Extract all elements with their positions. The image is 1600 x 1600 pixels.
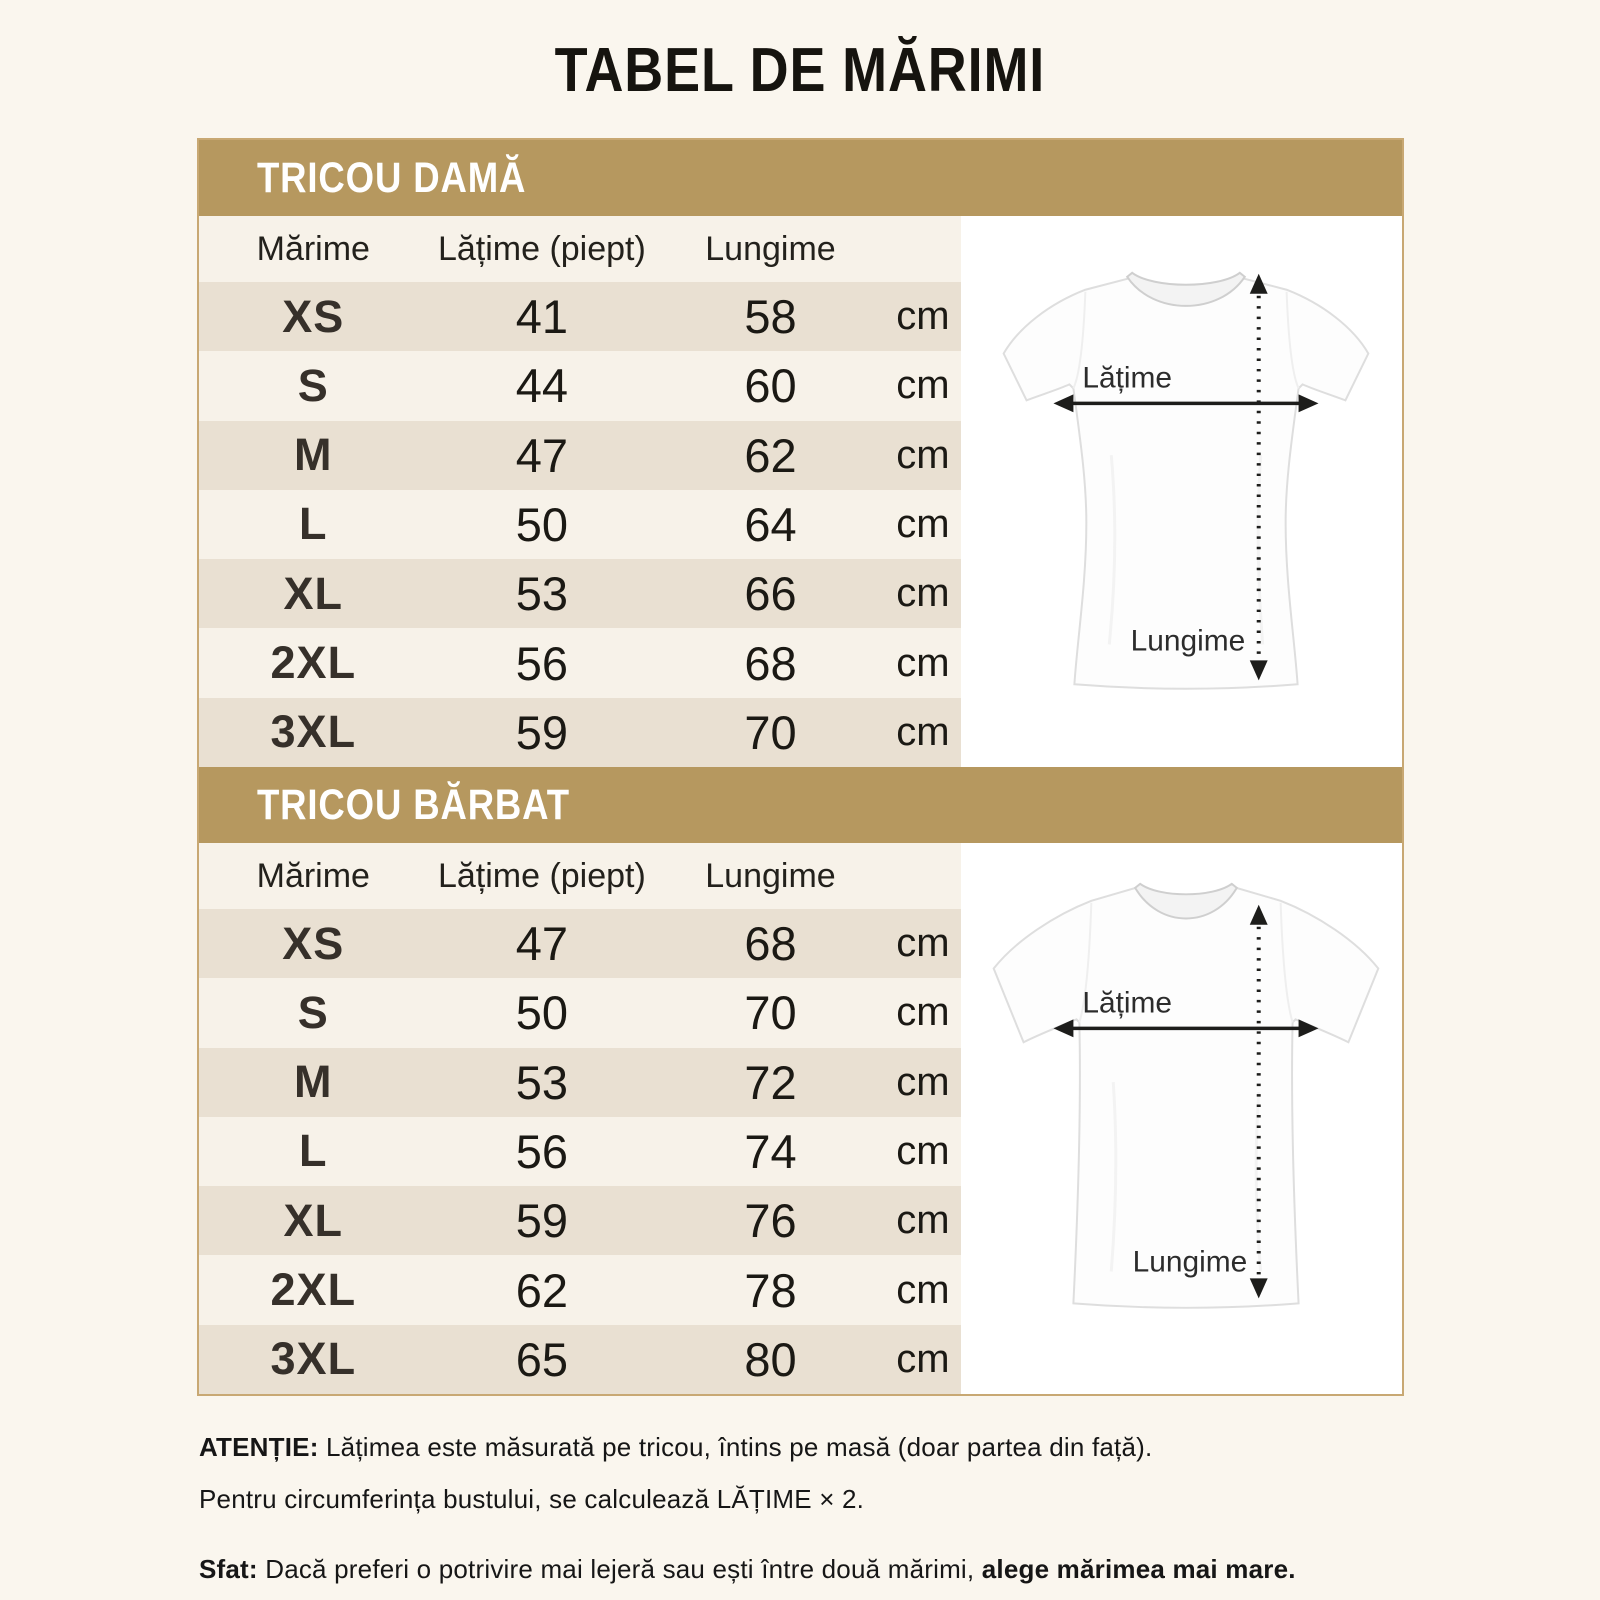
size-cell: 2XL — [270, 637, 357, 689]
size-table-men — [199, 843, 961, 1394]
section-women — [199, 140, 1402, 767]
size-cell: 3XL — [270, 1333, 357, 1385]
size-cell: XS — [282, 290, 345, 342]
size-table-women — [199, 216, 961, 767]
unit-cell: cm — [896, 1128, 950, 1173]
length-value-cell: 62 — [744, 428, 797, 482]
length-value-cell: 74 — [744, 1124, 797, 1178]
width-value-cell: 56 — [515, 636, 569, 690]
size-cell: M — [294, 429, 333, 481]
width-value-cell: 53 — [515, 1055, 569, 1109]
table-row — [199, 628, 961, 697]
width-value-cell: 62 — [515, 1263, 569, 1317]
table-row — [199, 1255, 961, 1324]
unit-cell: cm — [896, 1336, 950, 1381]
width-value-cell: 41 — [515, 290, 569, 344]
length-label: Lungime — [1132, 1245, 1248, 1279]
tip-note — [199, 1554, 1296, 1585]
width-value-cell: 65 — [515, 1332, 569, 1386]
size-cell: S — [297, 359, 329, 411]
column-header-row — [199, 843, 961, 909]
tip-bold-text: alege mărimea mai mare. — [981, 1554, 1296, 1584]
column-header-size: Mărime — [256, 229, 370, 268]
column-header-row — [199, 216, 961, 282]
table-row — [199, 909, 961, 978]
size-table — [197, 138, 1404, 1396]
column-header-width: Lățime (piept) — [437, 229, 646, 268]
length-value-cell: 70 — [744, 705, 797, 759]
table-row — [199, 559, 961, 628]
size-cell: S — [297, 986, 329, 1038]
section-title: TRICOU BĂRBAT — [257, 780, 570, 829]
diagram-panel-women — [961, 216, 1402, 767]
unit-cell: cm — [896, 432, 950, 477]
page-title-wrap — [0, 36, 1600, 105]
width-value-cell: 47 — [515, 917, 569, 971]
attention-text: Lățimea este măsurată pe tricou, întins pe masă (doar partea din față). — [326, 1432, 1153, 1462]
size-cell: XL — [283, 567, 344, 619]
table-rows-men — [199, 909, 961, 1394]
section-header-men — [199, 767, 1402, 843]
tip-label: Sfat: — [199, 1554, 258, 1584]
length-value-cell: 68 — [744, 636, 797, 690]
section-men — [199, 767, 1402, 1394]
table-row — [199, 421, 961, 490]
length-value-cell: 64 — [744, 497, 797, 551]
table-row — [199, 698, 961, 767]
unit-cell: cm — [896, 990, 950, 1035]
table-row — [199, 351, 961, 420]
table-row — [199, 978, 961, 1047]
attention-note-line2 — [199, 1484, 864, 1515]
section-header-women — [199, 140, 1402, 216]
section-title: TRICOU DAMĂ — [257, 153, 527, 202]
unit-cell: cm — [896, 1059, 950, 1104]
column-header-width: Lățime (piept) — [437, 856, 646, 895]
length-label: Lungime — [1130, 624, 1246, 658]
tip-text: Dacă preferi o potrivire mai lejeră sau ești între două mărimi, — [265, 1554, 975, 1584]
attention-label: ATENȚIE: — [199, 1432, 319, 1462]
width-value-cell: 50 — [515, 497, 569, 551]
width-value-cell: 56 — [515, 1124, 569, 1178]
attention-note-line1 — [199, 1432, 1152, 1463]
table-rows-women — [199, 282, 961, 767]
unit-cell: cm — [896, 501, 950, 546]
length-value-cell: 80 — [744, 1332, 797, 1386]
length-value-cell: 66 — [744, 567, 797, 621]
size-cell: XL — [283, 1194, 344, 1246]
length-value-cell: 76 — [744, 1194, 797, 1248]
width-label: Lățime — [1082, 986, 1173, 1020]
length-value-cell: 70 — [744, 986, 797, 1040]
length-value-cell: 78 — [744, 1263, 797, 1317]
table-row — [199, 1048, 961, 1117]
table-row — [199, 1325, 961, 1394]
size-cell: 3XL — [270, 706, 357, 758]
size-cell: L — [299, 1125, 328, 1177]
unit-cell: cm — [896, 709, 950, 754]
table-row — [199, 1117, 961, 1186]
length-value-cell: 60 — [744, 359, 797, 413]
size-cell: L — [299, 498, 328, 550]
attention-text-2: Pentru circumferința bustului, se calculează LĂȚIME × 2. — [199, 1484, 865, 1514]
length-value-cell: 72 — [744, 1055, 797, 1109]
width-value-cell: 44 — [515, 359, 569, 413]
diagram-panel-men — [961, 843, 1402, 1394]
unit-cell: cm — [896, 921, 950, 966]
table-row — [199, 1186, 961, 1255]
page-title: TABEL DE MĂRIMI — [554, 36, 1046, 105]
table-row — [199, 490, 961, 559]
unit-cell: cm — [896, 571, 950, 616]
size-cell: M — [294, 1056, 333, 1108]
unit-cell: cm — [896, 363, 950, 408]
tshirt-illustration-men — [961, 843, 1402, 1394]
table-row — [199, 282, 961, 351]
width-value-cell: 50 — [515, 986, 569, 1040]
size-cell: 2XL — [270, 1264, 357, 1316]
width-value-cell: 59 — [515, 705, 569, 759]
unit-cell: cm — [896, 1198, 950, 1243]
unit-cell: cm — [896, 1267, 950, 1312]
unit-cell: cm — [896, 294, 950, 339]
column-header-length: Lungime — [705, 229, 836, 268]
column-header-length: Lungime — [705, 856, 836, 895]
width-value-cell: 47 — [515, 428, 569, 482]
length-value-cell: 58 — [744, 290, 797, 344]
length-value-cell: 68 — [744, 917, 797, 971]
width-value-cell: 53 — [515, 567, 569, 621]
width-label: Lățime — [1082, 361, 1173, 395]
width-value-cell: 59 — [515, 1194, 569, 1248]
tshirt-illustration-women — [961, 216, 1402, 767]
unit-cell: cm — [896, 640, 950, 685]
column-header-size: Mărime — [256, 856, 370, 895]
size-cell: XS — [282, 917, 345, 969]
